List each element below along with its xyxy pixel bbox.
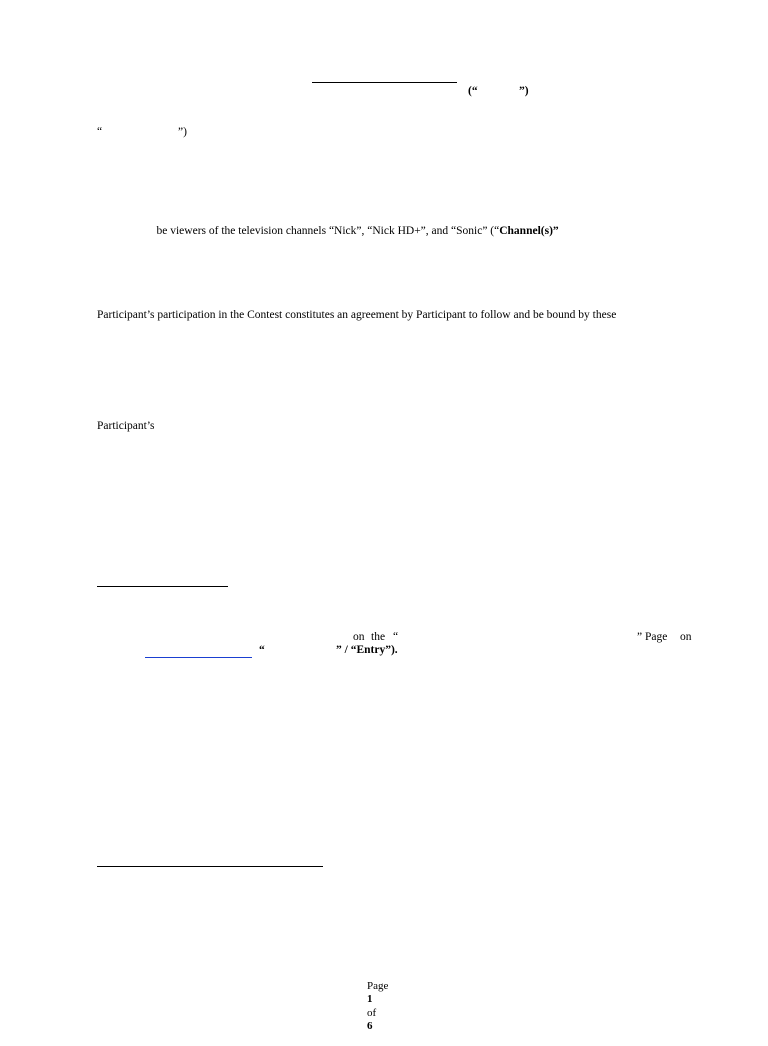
- participant-possessive: Participant’s: [97, 420, 155, 432]
- section-heading-underline-2: [97, 866, 323, 867]
- footer-page-number: 1: [367, 993, 373, 1006]
- footer-total-pages: 6: [367, 1019, 373, 1032]
- participation-agreement-line: Participant’s participation in the Contest constitutes an agreement by Participant to follow and be bound by these: [97, 309, 617, 321]
- entry-line1-the: the: [371, 631, 386, 643]
- entry-line2-open-quote: “: [259, 644, 265, 656]
- title-open-quote: (“: [468, 85, 478, 97]
- title-close-quote: ”): [519, 85, 529, 97]
- channels-defined-term: Channel(s)”: [499, 224, 559, 237]
- entry-line1-on: on: [353, 631, 365, 643]
- channels-line: [145, 211, 559, 252]
- para1-open-quote: “: [97, 126, 103, 138]
- entry-line1-on-end: on: [680, 631, 692, 643]
- entry-line1-close-quote-page: ” Page: [637, 631, 668, 643]
- title-blank-underline: [312, 82, 457, 83]
- channels-text: be viewers of the television channels “Nick”, “Nick HD+”, and “Sonic” (“: [156, 224, 500, 237]
- footer-of-label: of: [367, 1006, 377, 1019]
- footer-page-label: Page: [367, 980, 389, 993]
- section-heading-underline-1: [97, 586, 228, 587]
- entry-line1-open-quote: “: [393, 631, 399, 643]
- entry-line2-defined-term: ” / “Entry”).: [336, 644, 398, 656]
- website-link-underline[interactable]: [145, 657, 252, 658]
- page-footer: [356, 967, 388, 1046]
- para1-close-quote: ”): [178, 126, 187, 138]
